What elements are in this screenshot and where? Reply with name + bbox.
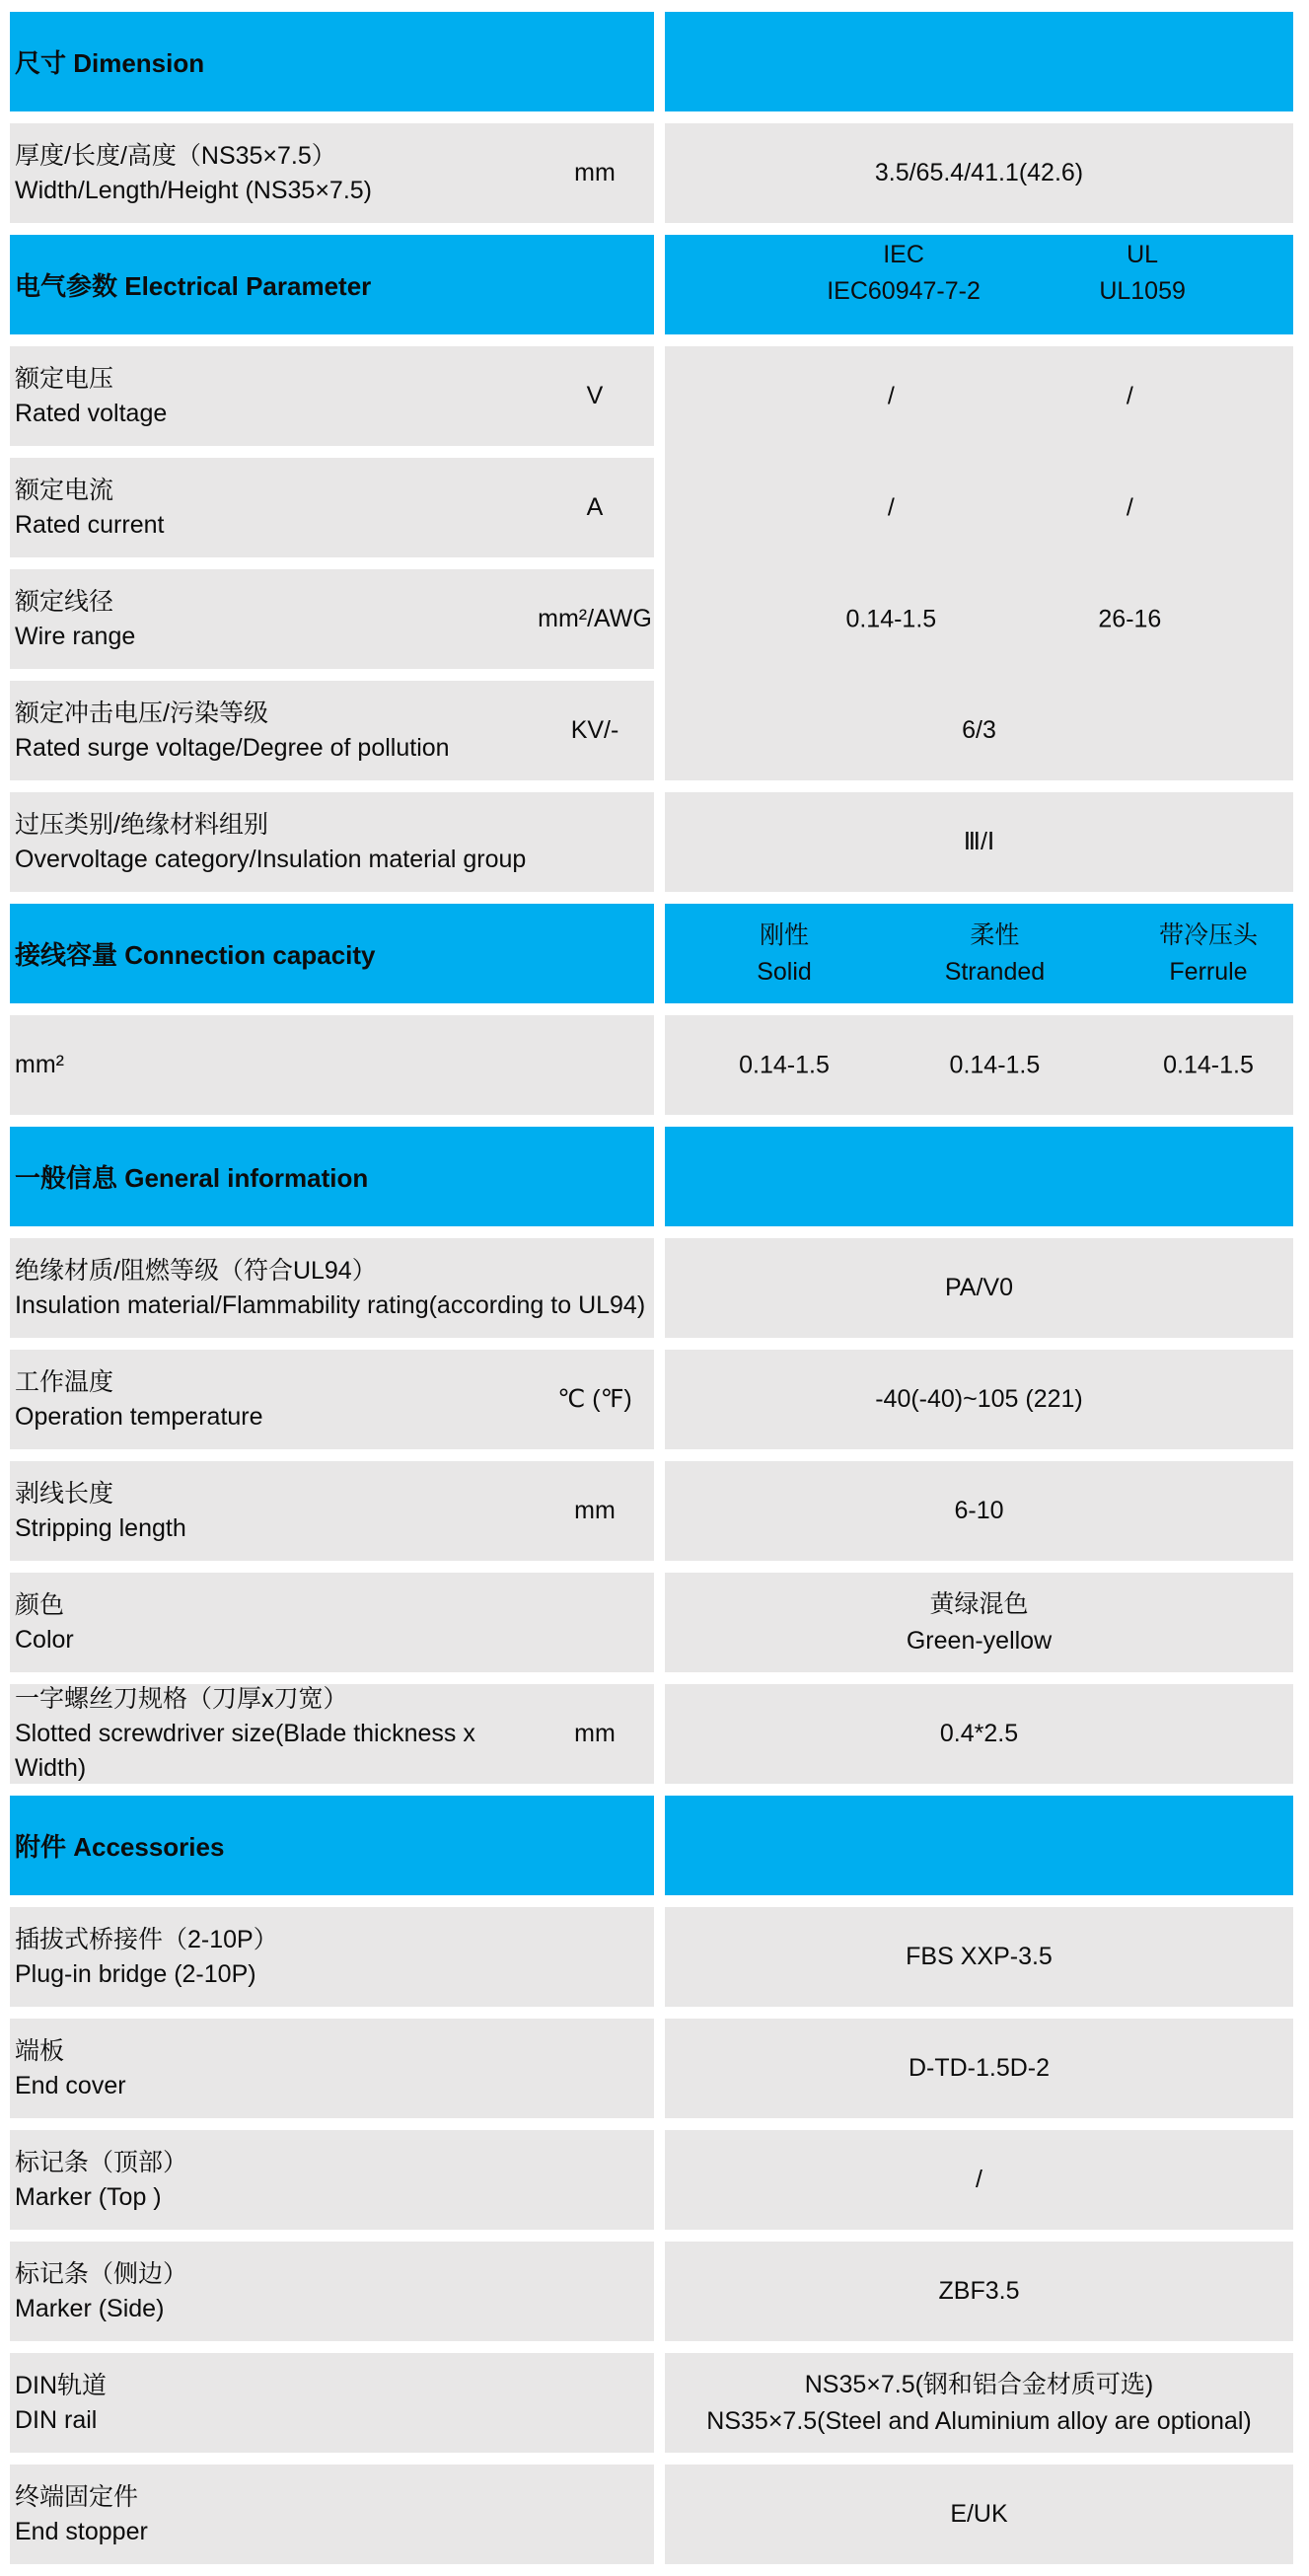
row-value-cell [665, 2019, 1293, 2118]
electrical-values-merged-cell [665, 346, 1293, 780]
row-label-zh: 绝缘材质/阻燃等级（符合UL94） [15, 1256, 377, 1285]
row-unit: mm [574, 1720, 616, 1747]
section-title: 电气参数 Electrical Parameter [15, 271, 372, 301]
row-unit: mm [574, 159, 616, 186]
row-label [10, 1048, 654, 1082]
table-row-overvoltage [10, 792, 1293, 892]
column-header-ferrule: 带冷压头 Ferrule [1158, 920, 1259, 986]
value-row-rated-voltage [665, 346, 1293, 446]
spec-table [10, 12, 1293, 2576]
row-value: 6-10 [954, 1497, 1004, 1524]
row-value-cell [665, 792, 1293, 892]
table-row-din-rail [10, 2353, 1293, 2453]
section-title: 附件 Accessories [15, 1832, 225, 1862]
row-value-zh: 黄绿混色 [929, 1589, 1029, 1618]
table-row-end-stopper [10, 2465, 1293, 2564]
row-label-zh: 厚度/长度/高度（NS35×7.5） [15, 141, 336, 170]
row-label [10, 697, 536, 766]
table-row-plug-in-bridge [10, 1907, 1293, 2007]
row-label-zh: 额定线径 [15, 587, 114, 616]
value-ul: 26-16 [1098, 605, 1162, 632]
row-label-en: Stripping length [15, 1513, 186, 1542]
row-label-zh: 剥线长度 [15, 1479, 114, 1508]
row-label-en: Rated current [15, 510, 165, 539]
value-solid: 0.14-1.5 [739, 1051, 830, 1078]
row-value: / [976, 2166, 982, 2193]
row-label [10, 2257, 654, 2326]
section-header-general-value-cell [665, 1127, 1293, 1226]
row-label-zh: 插拔式桥接件（2-10P） [15, 1925, 278, 1953]
row-label [10, 139, 536, 208]
row-value-cell [665, 2353, 1293, 2453]
section-header-electrical-columns-cell [665, 235, 1293, 334]
row-label-zh: 标记条（顶部） [15, 2148, 188, 2176]
row-label [10, 1588, 654, 1657]
row-label-zh: DIN轨道 [15, 2371, 108, 2399]
row-label-en: Operation temperature [15, 1402, 263, 1431]
row-value-cell [665, 2465, 1293, 2564]
row-value-cell [665, 1238, 1293, 1338]
row-label-cell [10, 1907, 654, 2007]
section-title: 尺寸 Dimension [15, 48, 205, 78]
row-value: FBS XXP-3.5 [906, 1943, 1053, 1970]
row-label-en: Color [15, 1625, 74, 1654]
section-header-capacity [10, 904, 1293, 1003]
row-value: D-TD-1.5D-2 [908, 2054, 1051, 2082]
table-row-marker-side [10, 2242, 1293, 2341]
value-row-wire-range [665, 569, 1293, 669]
row-label-en: Width/Length/Height (NS35×7.5) [15, 176, 373, 204]
row-value-cell [665, 1350, 1293, 1449]
row-label-cell [10, 1461, 654, 1561]
table-row-end-cover [10, 2019, 1293, 2118]
table-row-operation-temperature [10, 1350, 1293, 1449]
row-label [10, 1682, 536, 1786]
row-label-en: DIN rail [15, 2405, 98, 2434]
row-value: E/UK [950, 2500, 1008, 2528]
row-label-zh: 额定电压 [15, 364, 114, 393]
row-label-en: End stopper [15, 2517, 148, 2545]
table-row-color [10, 1573, 1293, 1672]
row-label-cell [10, 792, 654, 892]
section-header-electrical [10, 235, 1293, 334]
row-label-cell [10, 2130, 654, 2230]
section-header-dimension-value-cell [665, 12, 1293, 111]
row-label-zh: 额定冲击电压/污染等级 [15, 699, 268, 727]
value-row-rated-current [665, 458, 1293, 557]
row-value-cell [665, 1015, 1293, 1115]
column-header-stranded: 柔性 Stranded [944, 920, 1046, 986]
row-label-en: Overvoltage category/Insulation material group [15, 845, 527, 873]
row-unit: mm [574, 1497, 616, 1524]
value-ferrule: 0.14-1.5 [1163, 1051, 1254, 1078]
row-label-cell [10, 1238, 654, 1338]
column-header-iec: IEC IEC60947-7-2 [827, 241, 981, 305]
row-label-cell [10, 2465, 654, 2564]
row-label [10, 474, 536, 543]
row-value: PA/V0 [944, 1274, 1014, 1301]
row-label-en: Slotted screwdriver size(Blade thickness x Width) [15, 1720, 475, 1782]
value-ul: / [1126, 493, 1133, 521]
row-label-zh: 额定电流 [15, 476, 114, 504]
row-label-cell-wire-range [10, 569, 654, 669]
column-header-ul: UL UL1059 [1099, 241, 1186, 305]
row-value: 0.4*2.5 [939, 1720, 1019, 1747]
value-iec: / [887, 493, 895, 521]
row-label [10, 1254, 654, 1323]
value-stranded: 0.14-1.5 [949, 1051, 1041, 1078]
section-header-accessories [10, 1796, 1293, 1895]
row-value-cell [665, 2242, 1293, 2341]
row-label-en: Wire range [15, 622, 136, 650]
row-unit: A [586, 493, 604, 521]
row-label [10, 1477, 536, 1546]
row-label [10, 2034, 654, 2103]
row-label [10, 362, 536, 431]
row-label [10, 2369, 654, 2438]
section-title: 一般信息 General information [15, 1163, 369, 1193]
row-label-en: Rated voltage [15, 399, 168, 427]
row-value: Ⅲ/Ⅰ [963, 828, 995, 855]
row-label-cell [10, 1573, 654, 1672]
section-header-capacity-columns-cell [665, 904, 1293, 1003]
row-label-en: End cover [15, 2071, 126, 2099]
table-row-capacity-mm2 [10, 1015, 1293, 1115]
row-label-cell [10, 2019, 654, 2118]
row-label-cell [10, 2353, 654, 2453]
electrical-labels-column [10, 346, 665, 780]
row-label-en: Marker (Top ) [15, 2182, 162, 2211]
row-value: 6/3 [962, 716, 996, 744]
row-value: -40(-40)~105 (221) [875, 1385, 1083, 1413]
table-row-marker-top [10, 2130, 1293, 2230]
row-label-zh: 过压类别/绝缘材料组别 [15, 810, 268, 839]
table-row-stripping-length [10, 1461, 1293, 1561]
row-label-cell [10, 2242, 654, 2341]
row-value-zh: NS35×7.5(钢和铝合金材质可选) [804, 2370, 1154, 2398]
row-value-cell [665, 1461, 1293, 1561]
row-label-en: Insulation material/Flammability rating(according to UL94) [15, 1290, 646, 1319]
row-label-zh: 颜色 [15, 1590, 65, 1619]
value-ul: / [1126, 382, 1133, 409]
section-title: 接线容量 Connection capacity [15, 940, 376, 970]
row-label-cell [10, 1684, 654, 1784]
table-row-dimension [10, 123, 1293, 223]
row-label-zh: 标记条（侧边） [15, 2259, 188, 2288]
row-value-en: NS35×7.5(Steel and Aluminium alloy are optional) [706, 2406, 1252, 2435]
row-label [10, 1365, 536, 1435]
row-value: ZBF3.5 [938, 2277, 1020, 2305]
column-header-solid: 刚性 Solid [757, 920, 812, 986]
row-label-cell [10, 123, 654, 223]
row-value-en: Green-yellow [906, 1626, 1053, 1655]
row-unit: ℃ (℉) [557, 1385, 632, 1413]
row-label [10, 1923, 654, 1992]
row-label-zh: 终端固定件 [15, 2482, 139, 2511]
row-label-unit: mm² [15, 1051, 64, 1078]
electrical-rows-group [10, 346, 1293, 780]
row-label-en: Rated surge voltage/Degree of pollution [15, 733, 450, 762]
section-header-accessories-value-cell [665, 1796, 1293, 1895]
row-label-zh: 端板 [15, 2036, 65, 2065]
section-header-dimension [10, 12, 1293, 111]
section-header-general-label-cell [10, 1127, 654, 1226]
section-header-dimension-label-cell [10, 12, 654, 111]
section-header-electrical-label-cell [10, 235, 654, 334]
row-label-zh: 工作温度 [15, 1367, 114, 1396]
row-label [10, 2146, 654, 2215]
section-header-capacity-label-cell [10, 904, 654, 1003]
row-label-cell [10, 1350, 654, 1449]
row-value-cell [665, 1684, 1293, 1784]
row-label-cell [10, 1015, 654, 1115]
row-label [10, 2480, 654, 2549]
row-label-en: Plug-in bridge (2-10P) [15, 1959, 256, 1988]
row-unit: mm²/AWG [538, 605, 652, 632]
row-label-en: Marker (Side) [15, 2294, 165, 2322]
row-label [10, 585, 536, 654]
table-row-screwdriver-size [10, 1684, 1293, 1784]
row-value-cell [665, 1907, 1293, 2007]
table-row-insulation [10, 1238, 1293, 1338]
row-unit: V [586, 382, 604, 409]
row-label-cell-rated-voltage [10, 346, 654, 446]
section-header-accessories-label-cell [10, 1796, 654, 1895]
value-iec: 0.14-1.5 [845, 605, 937, 632]
row-value-cell [665, 2130, 1293, 2230]
row-label-cell-surge-voltage [10, 681, 654, 780]
row-unit: KV/- [570, 716, 619, 744]
row-label-zh: 一字螺丝刀规格（刀厚x刀宽） [15, 1685, 348, 1713]
value-row-surge-voltage [665, 681, 1293, 780]
row-label-cell-rated-current [10, 458, 654, 557]
row-value-cell [665, 123, 1293, 223]
row-label [10, 808, 654, 877]
section-header-general [10, 1127, 1293, 1226]
row-value-cell [665, 1573, 1293, 1672]
row-value: 3.5/65.4/41.1(42.6) [874, 159, 1084, 186]
value-iec: / [887, 382, 895, 409]
